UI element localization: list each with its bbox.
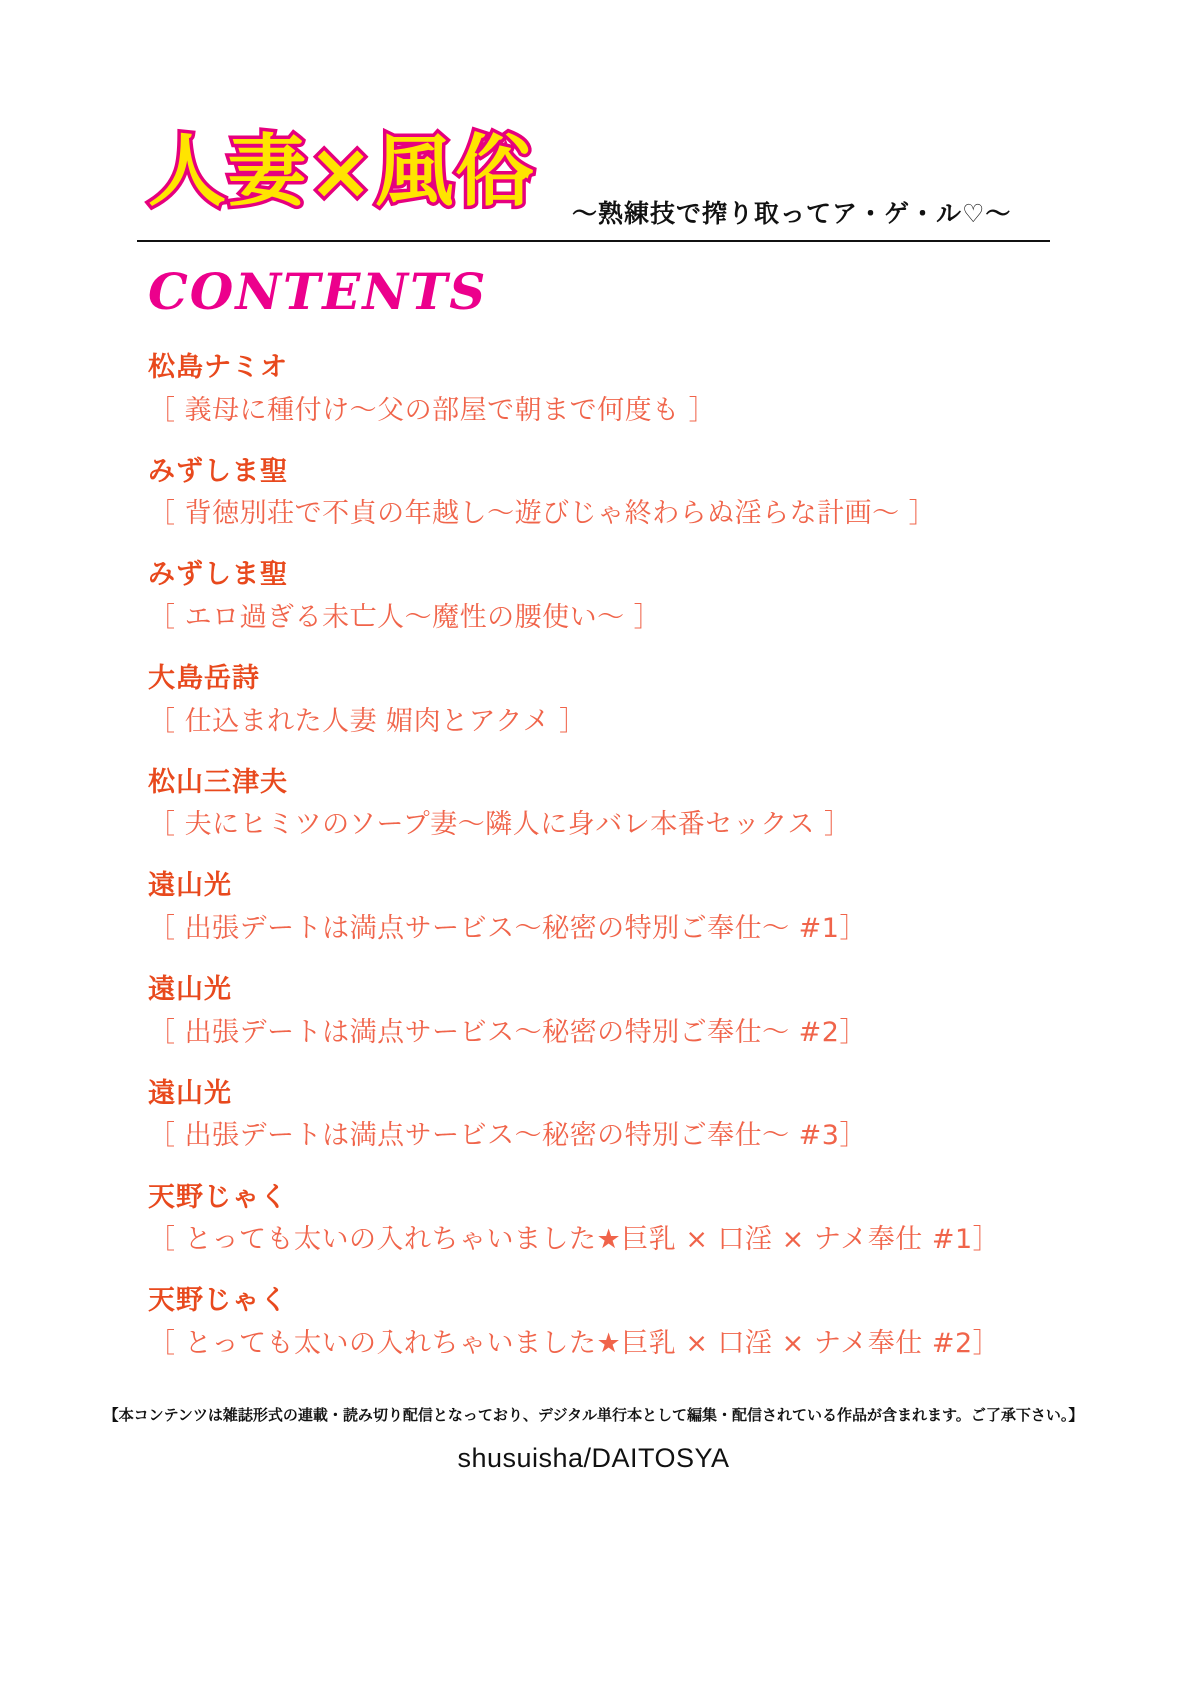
entry-author: みずしま聖 (148, 559, 288, 591)
entry-author: 遠山光 (148, 974, 232, 1006)
contents-list (148, 348, 1077, 1385)
entry-title: ［ 出張デートは満点サービス〜秘密の特別ご奉仕〜 #1］ (148, 912, 867, 944)
entry-author: 遠山光 (148, 870, 232, 902)
entry-author: みずしま聖 (148, 455, 288, 487)
entry-author: 大島岳詩 (148, 663, 260, 695)
list-item[interactable] (148, 763, 1077, 847)
page-title: CONTENTS (148, 262, 488, 321)
entry-title: ［ とっても太いの入れちゃいました★巨乳 × 口淫 × ナメ奉仕 #2］ (148, 1327, 1001, 1359)
entry-title: ［ 夫にヒミツのソープ妻〜隣人に身バレ本番セックス ］ (148, 809, 852, 841)
magazine-title: 人妻×風俗 (148, 127, 536, 217)
entry-title: ［ エロ過ぎる未亡人〜魔性の腰使い〜 ］ (148, 601, 662, 633)
list-item[interactable] (148, 348, 1077, 432)
entry-title: ［ 仕込まれた人妻 媚肉とアクメ ］ (148, 705, 587, 737)
list-item[interactable] (148, 1281, 1077, 1365)
masthead (0, 127, 1187, 252)
list-item[interactable] (148, 555, 1077, 639)
entry-author: 松島ナミオ (148, 352, 288, 383)
entry-title: ［ 義母に種付け〜父の部屋で朝まで何度も ］ (148, 394, 717, 426)
entry-title: ［ 出張デートは満点サービス〜秘密の特別ご奉仕〜 #2］ (148, 1016, 867, 1048)
entry-title: ［ 背徳別荘で不貞の年越し〜遊びじゃ終わらぬ淫らな計画〜 ］ (148, 498, 937, 530)
entry-author: 天野じゃく (148, 1181, 288, 1213)
entry-author: 遠山光 (148, 1077, 232, 1109)
list-item[interactable] (148, 659, 1077, 743)
magazine-subtitle: 〜熟練技で搾り取ってア・ゲ・ル♡〜 (572, 199, 1012, 228)
entry-author: 天野じゃく (148, 1285, 288, 1317)
footer-disclaimer: 【本コンテンツは雑誌形式の連載・読み切り配信となっており、デジタル単行本として編集・配信されている作品が含まれます。ご了承下さい。】 (103, 1406, 1084, 1424)
list-item[interactable] (148, 970, 1077, 1054)
entry-title: ［ とっても太いの入れちゃいました★巨乳 × 口淫 × ナメ奉仕 #1］ (148, 1224, 1001, 1255)
entry-title: ［ 出張デートは満点サービス〜秘密の特別ご奉仕〜 #3］ (148, 1120, 867, 1152)
masthead-divider (137, 240, 1050, 242)
list-item[interactable] (148, 866, 1077, 950)
list-item[interactable] (148, 452, 1077, 536)
list-item[interactable] (148, 1178, 1077, 1262)
entry-author: 松山三津夫 (148, 766, 288, 798)
publisher-imprint: shusuisha/DAITOSYA (457, 1443, 730, 1473)
list-item[interactable] (148, 1074, 1077, 1158)
